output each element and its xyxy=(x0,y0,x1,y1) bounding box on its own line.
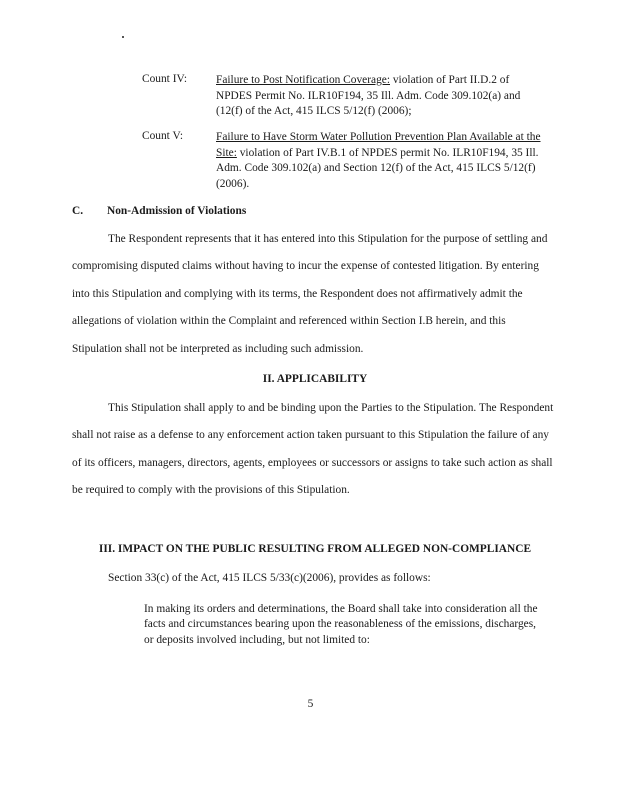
section-ii-paragraph xyxy=(72,395,558,505)
count-v-title: Failure to Have Storm Water Pollution Prevention Plan Available at the Site: xyxy=(216,131,541,159)
section-c-paragraph-text: The Respondent represents that it has entered into this Stipulation for the purpose of settling and compromising disputed claims without having to incur the expense of contested litigation. By entering into this Stipulation and complying with its terms, the Respondent does not affirmatively admit the allegations of violation within the Complaint and referenced within Section I.B herein, and this Stipulation shall not be interpreted as including such admission. xyxy=(72,233,548,355)
section-iii-intro-text: Section 33(c) of the Act, 415 ILCS 5/33(c)(2006), provides as follows: xyxy=(108,572,431,584)
count-iv-title: Failure to Post Notification Coverage: xyxy=(216,74,390,86)
section-c-letter: C. xyxy=(72,205,84,217)
section-c-paragraph xyxy=(72,226,558,363)
count-iv-text: violation of Part II.D.2 of NPDES Permit No. ILR10F194, 35 Ill. Adm. Code 309.102(a) and (12(f) of the Act, 415 ILCS 5/12(f) (2006); xyxy=(216,74,521,117)
section-iii-intro xyxy=(72,565,558,592)
count-iv-body xyxy=(216,73,546,120)
count-v-text: violation of Part IV.B.1 of NPDES permit No. ILR10F194, 35 Ill. Adm. Code 309.102(a) and Section 12(f) of the Act, 415 ILCS 5/12(f) (2006). xyxy=(216,146,539,190)
section-ii-paragraph-text: This Stipulation shall apply to and be binding upon the Parties to the Stipulation. The Respondent shall not raise as a defense to any enforcement action taken pursuant to this Stipulation the failure of any of its officers, managers, directors, agents, employees or successors or assigns to take such action as shall be required to comply with the provisions of this Stipulation. xyxy=(72,402,554,497)
scan-speck xyxy=(122,36,124,38)
section-ii-heading: II. APPLICABILITY xyxy=(262,373,368,385)
count-iv-label: Count IV: xyxy=(142,73,188,85)
section-iii-heading: III. IMPACT ON THE PUBLIC RESULTING FROM ALLEGED NON-COMPLIANCE xyxy=(98,543,532,555)
section-c-heading: Non-Admission of Violations xyxy=(107,205,247,217)
page-number: 5 xyxy=(307,698,314,710)
statutory-quote: In making its orders and determinations, the Board shall take into consideration all the facts and circumstances bearing upon the reasonableness of the emissions, discharges, or deposits involved including, but not limited to: xyxy=(144,603,538,646)
count-v-body xyxy=(216,130,546,192)
count-v-label: Count V: xyxy=(142,130,184,142)
